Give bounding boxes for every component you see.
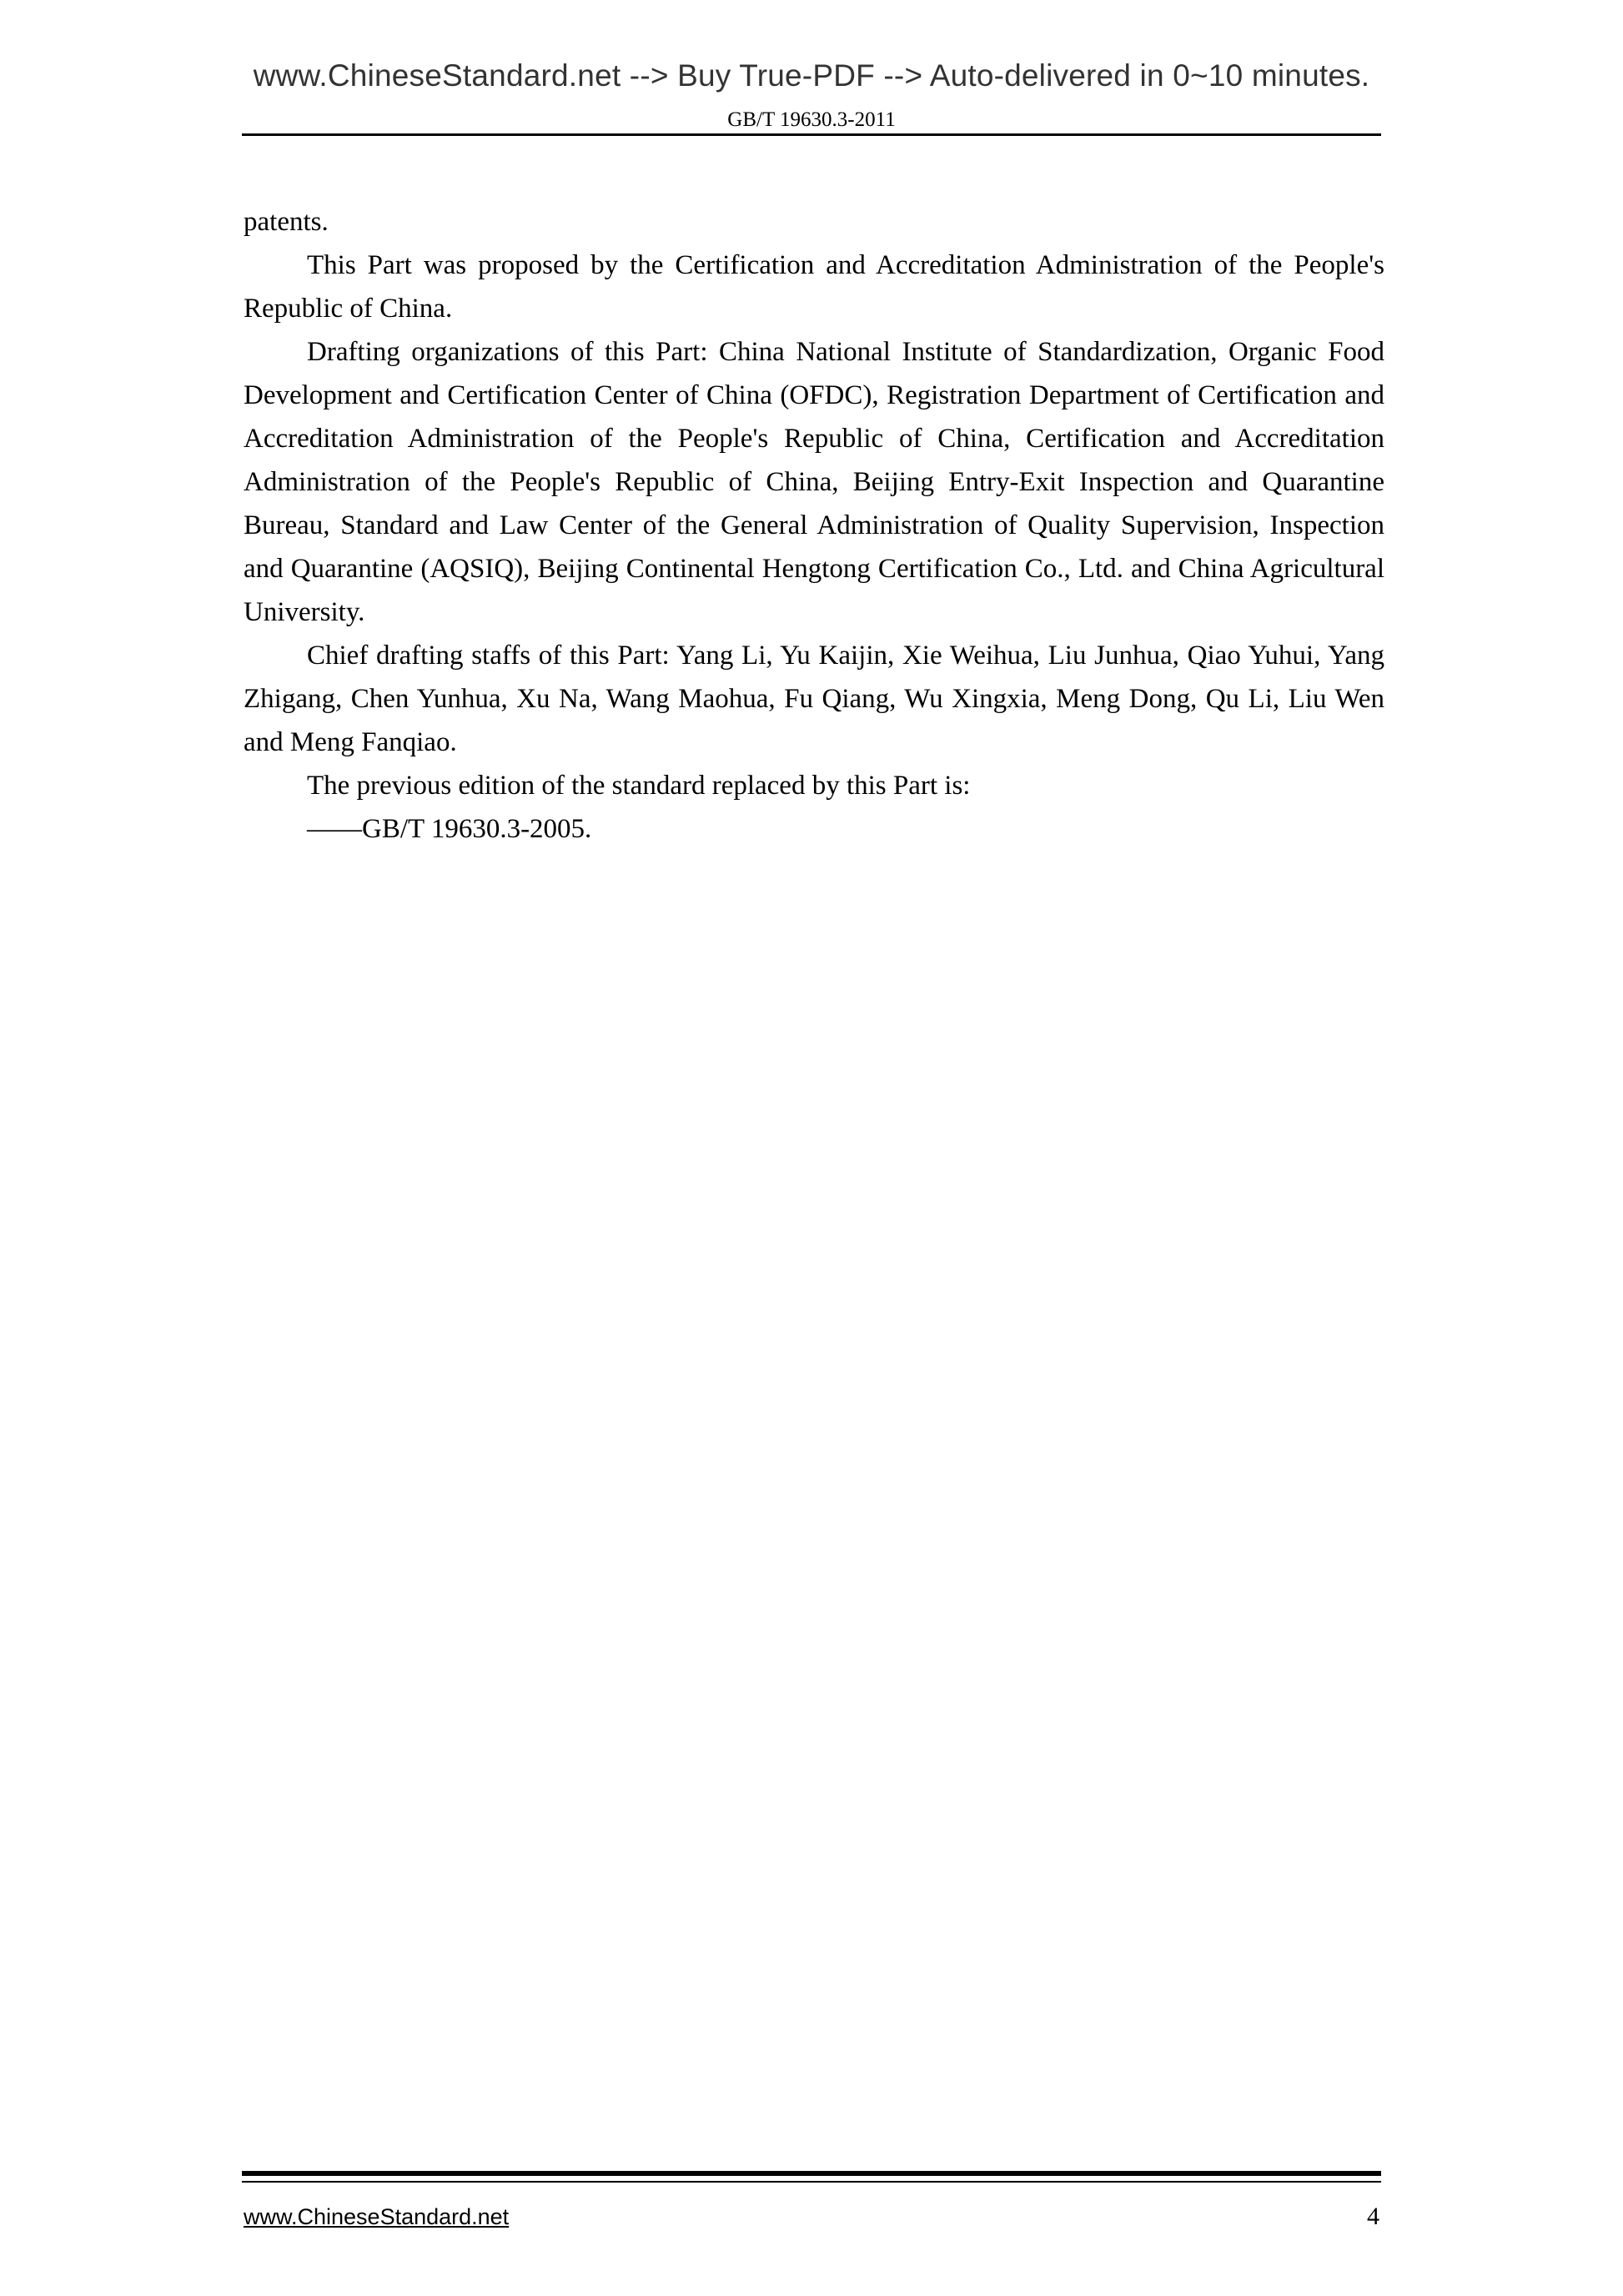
paragraph-drafting-staff: Chief drafting staffs of this Part: Yang Li, Yu Kaijin, Xie Weihua, Liu Junhua, Qiao Yuhui, Yang Zhigang, Chen Yunhua, Xu Na, Wang Maohua, Fu Qiang, Wu Xingxia, Meng Dong, Qu Li, Liu Wen and Meng Fanqiao. bbox=[244, 641, 1384, 757]
standard-code: GB/T 19630.3-2011 bbox=[727, 108, 896, 131]
footer-divider-thin bbox=[242, 2181, 1381, 2183]
footer-site-link[interactable]: www.ChineseStandard.net bbox=[244, 2204, 510, 2229]
promo-banner: www.ChineseStandard.net --> Buy True-PDF --> Auto-delivered in 0~10 minutes. bbox=[253, 58, 1370, 93]
paragraph-previous-edition-item: ——GB/T 19630.3-2005. bbox=[307, 814, 592, 844]
paragraph-proposer: This Part was proposed by the Certification and Accreditation Administration of the People's Republic of China. bbox=[244, 250, 1384, 324]
paragraph-patents: patents. bbox=[244, 207, 329, 237]
header-divider bbox=[242, 133, 1381, 136]
paragraph-drafting-organizations: Drafting organizations of this Part: China National Institute of Standardization, Organic Food Development and Certification Center of China (OFDC), Registration Department of Certification and Accreditation Administration of the People's Republic of China, Certification and Accreditation Administration of the People's Republic of China, Beijing Entry-Exit Inspection and Quarantine Bureau, Standard and Law Center of the General Administration of Quality Supervision, Inspection and Quarantine (AQSIQ), Beijing Continental Hengtong Certification Co., Ltd. and China Agricultural University. bbox=[244, 337, 1384, 627]
page-header bbox=[0, 58, 1623, 132]
footer-divider-thick bbox=[242, 2171, 1381, 2176]
footer-page-number: 4 bbox=[1367, 2203, 1379, 2230]
paragraph-previous-edition-intro: The previous edition of the standard replaced by this Part is: bbox=[307, 771, 971, 801]
page-footer bbox=[244, 2203, 1379, 2231]
document-body bbox=[244, 200, 1384, 851]
